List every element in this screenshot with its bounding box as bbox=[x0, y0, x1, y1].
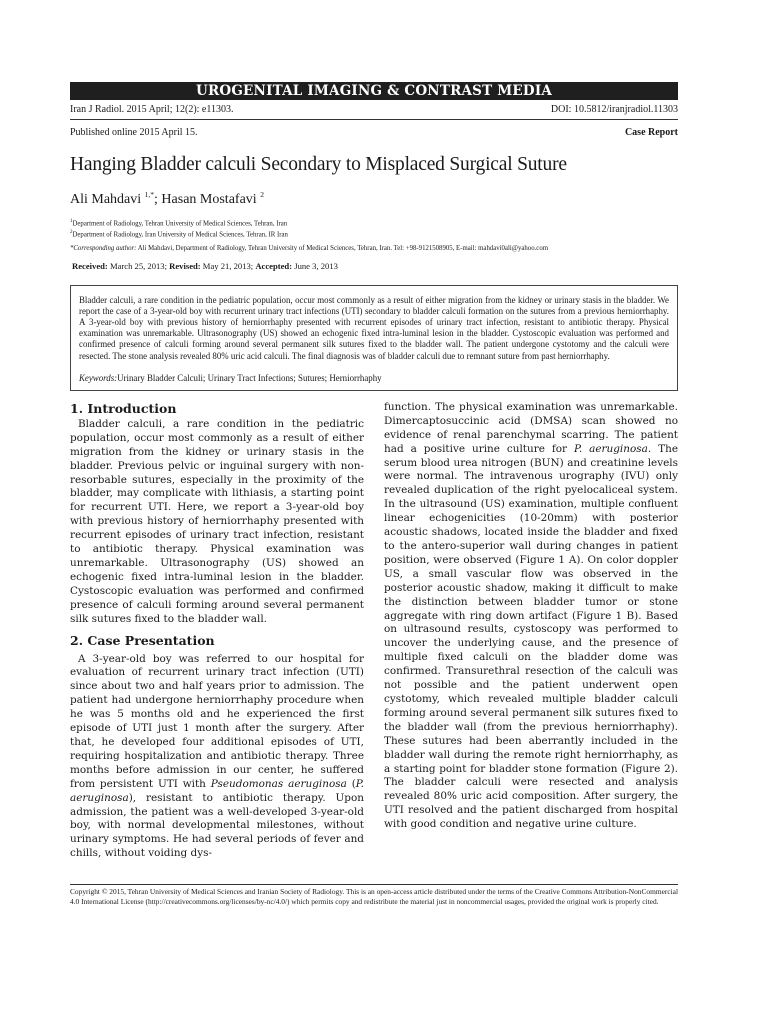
citation-row bbox=[70, 103, 678, 117]
article-type: Case Report bbox=[624, 127, 678, 138]
article-page bbox=[70, 82, 678, 861]
keywords: Keywords:Urinary Bladder Calculi; Urinary Tract Infections; Sutures; Herniorrhaphy bbox=[79, 372, 382, 383]
left-column bbox=[70, 401, 364, 861]
section-banner: UROGENITAL IMAGING & CONTRAST MEDIA bbox=[70, 82, 678, 100]
author-affiliation-marker: 1,* bbox=[144, 190, 155, 199]
author-name[interactable]: Ali Mahdavi bbox=[70, 192, 142, 207]
footer-divider bbox=[70, 884, 678, 885]
author-affiliation-marker: 2 bbox=[260, 190, 264, 199]
section-heading-case-presentation: 2. Case Presentation bbox=[70, 632, 215, 648]
case-presentation-text: A 3-year-old boy was referred to our hospital for evaluation of recurrent urinary tract infection (UTI) since about two and half years prior to admission. The patient had undergone herniorrhaphy procedure when he was 5 months old and he experienced the first episode of UTI just 1 month after the surgery. After that, he developed four additional episodes of UTI, requiring hospitalization and antibiotic therapy. Three months before admission in our center, he suffered from persistent UTI with Pseudomonas aeruginosa (P. aeruginosa), resistant to antibiotic therapy. Upon admission, the patient was a well-developed 3-year-old boy, with normal developmental milestones, without urinary symptoms. He had several periods of fever and chills, without voiding dys- bbox=[70, 652, 365, 860]
doi-link[interactable]: DOI: 10.5812/iranjradiol.11303 bbox=[550, 104, 678, 115]
affiliations bbox=[70, 218, 678, 240]
author-list bbox=[70, 192, 678, 208]
body-columns bbox=[70, 401, 678, 861]
author-separator: ; bbox=[154, 192, 162, 207]
journal-reference: Iran J Radiol. 2015 April; 12(2): e11303. bbox=[70, 104, 234, 115]
corresponding-author: *Corresponding author: Ali Mahdavi, Department of Radiology, Tehran University of Medical Sciences, Tehran, Iran. Tel: +98-9121508905, E-mail: mahdavi0ali@yahoo.com bbox=[70, 244, 549, 252]
right-column bbox=[384, 401, 678, 861]
case-presentation-continued: function. The physical examination was unremarkable. Dimercaptosuccinic acid (DMSA) scan showed no evidence of renal parenchymal scarring. The patient had a positive urine culture for P. aeruginosa. The serum blood urea nitrogen (BUN) and creatinine levels were normal. The intravenous urography (IVU) only revealed duplication of the right pyelocaliceal system. In the ultrasound (US) examination, multiple confluent linear echogenicities (10-20mm) with posterior acoustic shadows, located inside the bladder and fixed to the antero-superior wall during changes in patient position, were observed (Figure 1 A). On color doppler US, a small vascular flow was observed in the posterior acoustic shadow, making it difficult to make the distinction between bladder tumor or stone aggregate with ring down artifact (Figure 1 B). Based on ultrasound results, cystoscopy was performed to uncover the underlying cause, and the presence of multiple fixed calculi on the bladder dome was confirmed. Transurethral resection of the calculi was not possible and the patient underwent open cystotomy, which revealed multiple bladder calculi forming around several permanent silk sutures fixed to the bladder wall (from the previous herniorrhaphy). These sutures had been aberrantly included in the bladder wall during the remote right herniorrhaphy, as a starting point for bladder stone formation (Figure 2). The bladder calculi were resected and analysis revealed 80% uric acid composition. After surgery, the UTI resolved and the patient discharged from hospital with good condition and negative urine culture. bbox=[384, 400, 678, 831]
header-divider bbox=[70, 119, 678, 120]
affiliation-item: $^1$Department of Radiology, Tehran University of Medical Sciences, Tehran, Iran bbox=[70, 219, 288, 228]
affiliation-item: $^2$Department of Radiology, Iran University of Medical Sciences, Tehran, IR Iran bbox=[70, 229, 288, 239]
section-heading-introduction: 1. Introduction bbox=[70, 400, 177, 416]
abstract-text: Bladder calculi, a rare condition in the pediatric population, occur most commonly as a result of either migration from the kidney or urinary stasis in the bladder. We report the case of a 3-year-old boy with recurrent urinary tract infections (UTI) secondary to bladder calculi formation on the sutures from a previous herniorrhaphy. A 3-year-old boy with previous history of herniorrhaphy presented with recurrent episodes of urinary tract infection, resistant to antibiotic therapy. Physical examination was unremarkable. Ultrasonography (US) showed an echogenic fixed intra-luminal lesion in the bladder. Cystoscopic evaluation was performed and confirmed presence of calculi forming around several permanent silk sutures fixed to the bladder wall. The patient undergone cystotomy and the calculi were resected. The stone analysis revealed 80% uric acid calculi. The final diagnosis was of bladder calculi due to remnant suture from past herniorrhaphy. bbox=[79, 294, 669, 361]
publication-row bbox=[70, 126, 678, 140]
article-dates: Received: March 25, 2013; Revised: May 21, 2013; Accepted: June 3, 2013 bbox=[72, 260, 338, 271]
author-name[interactable]: Hasan Mostafavi bbox=[161, 192, 257, 207]
introduction-text: Bladder calculi, a rare condition in the pediatric population, occur most commonly as a result of either migration from the kidney or urinary stasis in the bladder. Previous pelvic or inguinal surgery with non-resorbable sutures, especially in the proximity of the bladder, may complicate with lithiasis, a starting point for recurrent UTI. Here, we report a 3-year-old boy with previous history of herniorrhaphy presented with recurrent episodes of urinary tract infection, resistant to antibiotic therapy. Physical examination was unremarkable. Ultrasonography (US) showed an echogenic fixed intra-luminal lesion in the bladder. Cystoscopic evaluation was performed and confirmed presence of calculi forming around several permanent silk sutures fixed to the bladder wall. bbox=[70, 417, 364, 625]
abstract-box bbox=[70, 285, 678, 391]
article-title: Hanging Bladder calculi Secondary to Misplaced Surgical Suture bbox=[70, 154, 567, 175]
published-date: Published online 2015 April 15. bbox=[70, 127, 198, 138]
copyright-footer: Copyright © 2015, Tehran University of Medical Sciences and Iranian Society of Radiology. This is an open-access article distributed under the terms of the Creative Commons Attribution-NonCommercial 4.0 International License (http://creativecommons.org/licenses/by-nc/4.0/) which permits copy and redistribute the material just in noncommercial usages, provided the original work is properly cited. bbox=[70, 887, 678, 906]
